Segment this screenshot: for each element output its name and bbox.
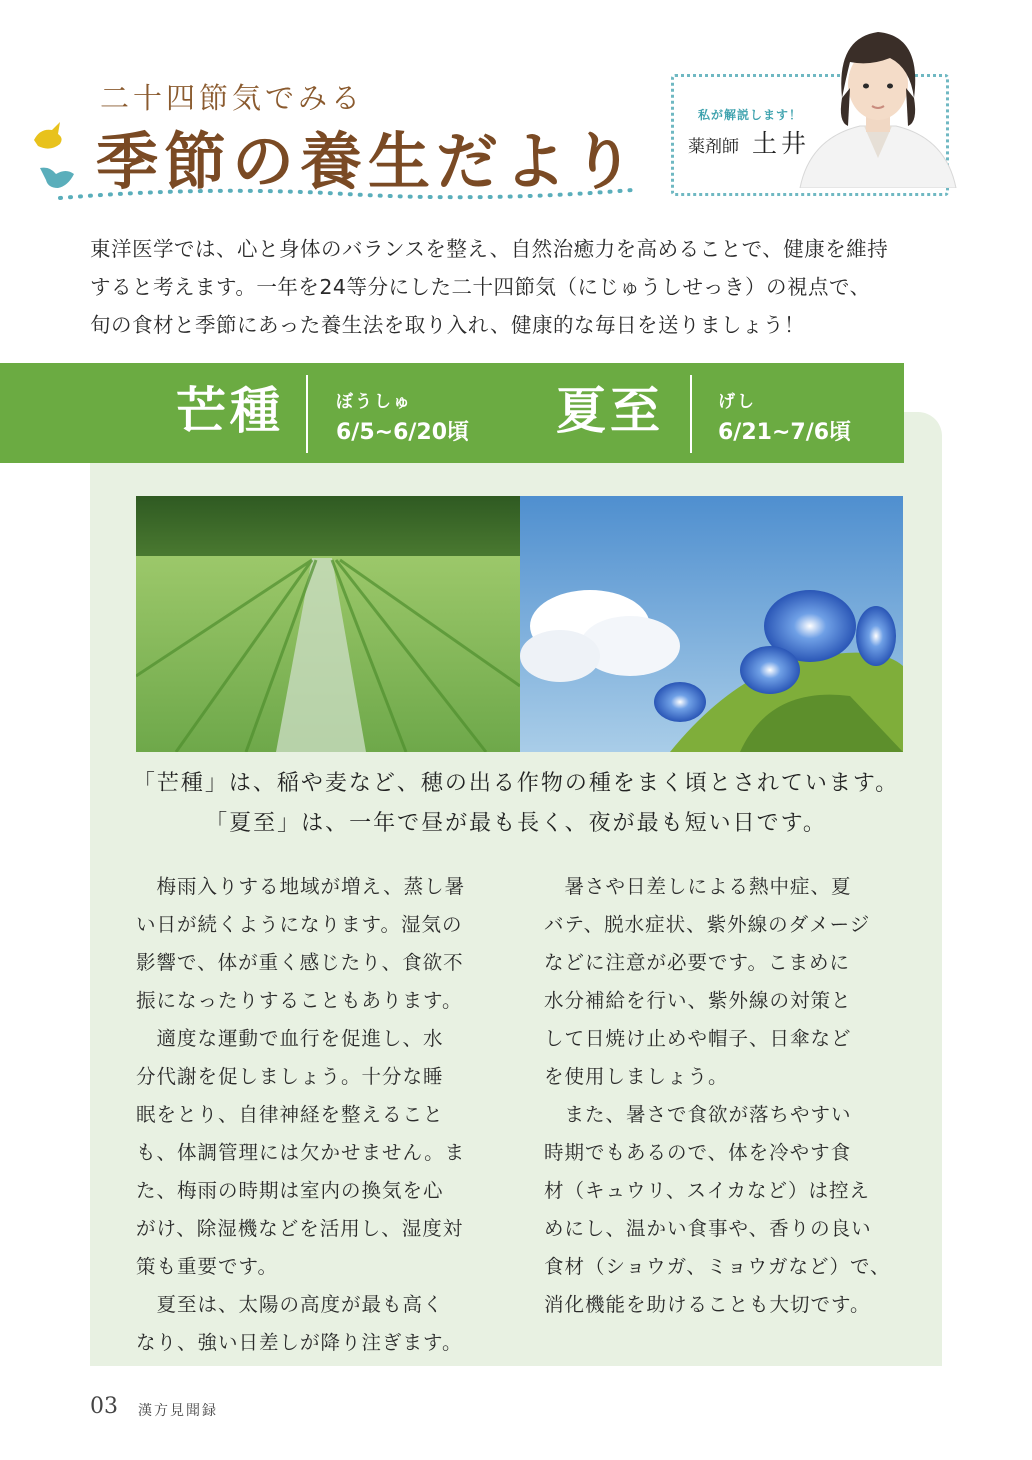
- text-line: 振になったりすることもあります。: [136, 989, 463, 1012]
- explainer-role: 薬剤師: [688, 137, 739, 157]
- text-line: がけ、除湿機などを活用し、湿度対: [136, 1217, 464, 1240]
- text-line: 食材（ショウガ、ミョウガなど）で、: [544, 1255, 891, 1278]
- text-line: い日が続くようになります。湿気の: [136, 913, 463, 936]
- text-line: 消化機能を助けることも大切です。: [544, 1293, 871, 1316]
- text-line: 眠をとり、自律神経を整えること: [136, 1103, 444, 1126]
- text-line: 適度な運動で血行を促進し、水: [136, 1027, 444, 1050]
- left-column-text: [136, 868, 508, 1362]
- term-name-boshu: 芒種: [176, 381, 284, 440]
- text-line: 材（キュウリ、スイカなど）は控え: [544, 1179, 871, 1202]
- intro-line: 旬の食材と季節にあった養生法を取り入れ、健康的な毎日を送りましょう！: [90, 313, 806, 337]
- rice-field-photo: [136, 496, 520, 752]
- text-line: 夏至は、太陽の高度が最も高く: [136, 1293, 444, 1316]
- term-name-geshi: 夏至: [556, 381, 664, 440]
- dotted-underline: [56, 184, 636, 204]
- text-line: なり、強い日差しが降り注ぎます。: [136, 1331, 463, 1354]
- divider: [306, 375, 308, 453]
- caption-geshi: 「夏至」は、一年で昼が最も長く、夜が最も短い日です。: [205, 811, 827, 836]
- intro-line: 東洋医学では、心と身体のバランスを整え、自然治癒力を高めることで、健康を維持: [90, 237, 889, 261]
- text-line: して日焼け止めや帽子、日傘など: [544, 1027, 852, 1050]
- explainer-caption: 私が解説します！: [698, 108, 803, 122]
- explainer-name: 土井: [752, 129, 811, 158]
- text-line: 水分補給を行い、紫外線の対策と: [544, 989, 852, 1012]
- text-line: 梅雨入りする地域が増え、蒸し暑: [136, 875, 466, 898]
- term-reading-geshi: げし: [718, 392, 756, 412]
- text-line: 暑さや日差しによる熱中症、夏: [544, 875, 852, 898]
- text-line: 策も重要です。: [136, 1255, 278, 1278]
- intro-text: [90, 230, 980, 344]
- page-number: 03: [90, 1394, 118, 1419]
- text-line: めにし、温かい食事や、香りの良い: [544, 1217, 872, 1240]
- text-line: 影響で、体が重く感じたり、食欲不: [136, 951, 464, 974]
- seasonal-term-band: [0, 363, 904, 463]
- yellow-bird-icon: [30, 120, 68, 154]
- term-dates-geshi: 6/21~7/6頃: [718, 420, 852, 445]
- right-column-text: [544, 868, 916, 1324]
- page-title: 季節の養生だより: [96, 125, 641, 198]
- intro-line: すると考えます。一年を24等分にした二十四節気（にじゅうしせっき）の視点で、: [90, 275, 871, 299]
- term-reading-boshu: ぼうしゅ: [336, 392, 412, 412]
- text-line: も、体調管理には欠かせません。ま: [136, 1141, 466, 1164]
- text-line: などに注意が必要です。こまめに: [544, 951, 850, 974]
- text-line: バテ、脱水症状、紫外線のダメージ: [544, 913, 871, 936]
- divider: [690, 375, 692, 453]
- publication-name: 漢方見聞録: [138, 1403, 218, 1419]
- morning-glory-photo: [520, 496, 903, 752]
- header-subtitle: 二十四節気でみる: [100, 81, 365, 115]
- text-line: 分代謝を促しましょう。十分な睡: [136, 1065, 444, 1088]
- pharmacist-avatar: [790, 18, 966, 188]
- text-line: 時期でもあるので、体を冷やす食: [544, 1141, 852, 1164]
- text-line: を使用しましょう。: [544, 1065, 729, 1088]
- text-line: た、梅雨の時期は室内の換気を心: [136, 1179, 444, 1202]
- term-dates-boshu: 6/5~6/20頃: [336, 420, 470, 445]
- caption-boshu: 「芒種」は、稲や麦など、穂の出る作物の種をまく頃とされています。: [132, 771, 900, 796]
- text-line: また、暑さで食欲が落ちやすい: [544, 1103, 852, 1126]
